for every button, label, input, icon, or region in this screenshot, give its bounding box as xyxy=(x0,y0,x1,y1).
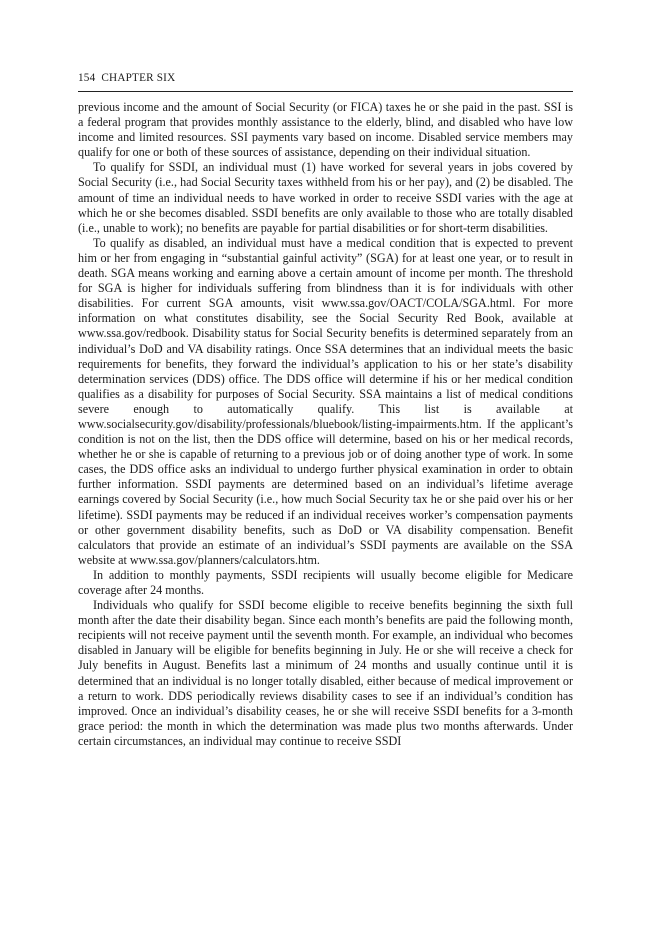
chapter-title: CHAPTER SIX xyxy=(101,72,176,84)
paragraph-disability-definition: To qualify as disabled, an individual must have a medical condition that is expected to prevent him or her from engaging in “substantial gainful activity” (SGA) for at least one year, or to result in death. SGA means working and earning above a certain amount of income per month. The threshold for SGA is higher for individuals suffering from blindness than it is for individuals with other disabilities. For current SGA amounts, visit www.ssa.gov/OACT/COLA/SGA.html. For more information on what constitutes disability, see the Social Security Red Book, available at www.ssa.gov/redbook. Disability status for Social Security benefits is determined separately from an individual’s DoD and VA disability ratings. Once SSA determines that an individual meets the basic requirements for benefits, they forward the individual’s application to his or her state’s disability determination services (DDS) office. The DDS office will determine if his or her medical condition qualifies as a disability for purposes of Social Security. SSA maintains a list of medical conditions severe enough to automatically qualify. This list is available at www.socialsecurity.gov/disability/professionals/bluebook/listing-impairments.htm. If the applicant’s condition is not on the list, then the DDS office will determine, based on his or her medical records, whether he or she is capable of returning to a previous job or of doing another type of work. In some cases, the DDS office asks an individual to undergo further physical examination in order to obtain further information. SSDI payments are determined based on an individual’s lifetime average earnings covered by Social Security (i.e., how much Social Security tax he or she paid over his or her lifetime). SSDI payments may be reduced if an individual receives worker’s compensation payments or other government disability benefits, such as DoD or VA disability compensation. Benefit calculators that provide an estimate of an individual’s SSDI payments are available on the SSA website at www.ssa.gov/planners/calculators.htm. xyxy=(78,235,573,567)
paragraph-continued: previous income and the amount of Social Security (or FICA) taxes he or she paid in the past. SSI is a federal program that provides monthly assistance to the elderly, blind, and disabled who have low income and limited resources. SSI payments vary based on income. Disabled service members may qualify for one or both of these sources of assistance, depending on their individual situation. xyxy=(78,100,573,160)
running-head xyxy=(78,72,175,84)
page-number: 154 xyxy=(78,72,96,84)
paragraph-medicare: In addition to monthly payments, SSDI recipients will usually become eligible for Medicare coverage after 24 months. xyxy=(78,567,573,597)
book-page xyxy=(78,0,573,928)
header-rule xyxy=(78,91,573,92)
paragraph-benefit-timing: Individuals who qualify for SSDI become eligible to receive benefits beginning the sixth full month after the date their disability began. Since each month’s benefits are paid the following month, recipients will not receive payment until the seventh month. For example, an individual who becomes disabled in January will be eligible for benefits beginning in July. He or she will receive a check for July benefits in August. Benefits last a minimum of 24 months and usually continue until it is determined that an individual is no longer totally disabled, either because of medical improvement or a return to work. DDS periodically reviews disability cases to see if an individual’s condition has improved. Once an individual’s disability ceases, he or she will receive SSDI benefits for a 3-month grace period: the month in which the determination was made plus two months afterwards. Under certain circumstances, an individual may continue to receive SSDI xyxy=(78,598,573,748)
paragraph-ssdi-qualification: To qualify for SSDI, an individual must (1) have worked for several years in jobs covered by Social Security (i.e., had Social Security taxes withheld from his or her pay), and (2) be disabled. The amount of time an individual needs to have worked in order to receive SSDI varies with the age at which he or she becomes disabled. SSDI benefits are only available to those who are totally disabled (i.e., unable to work); no benefits are payable for partial disabilities or for short-term disabilities. xyxy=(78,160,573,235)
body-text xyxy=(78,100,573,749)
